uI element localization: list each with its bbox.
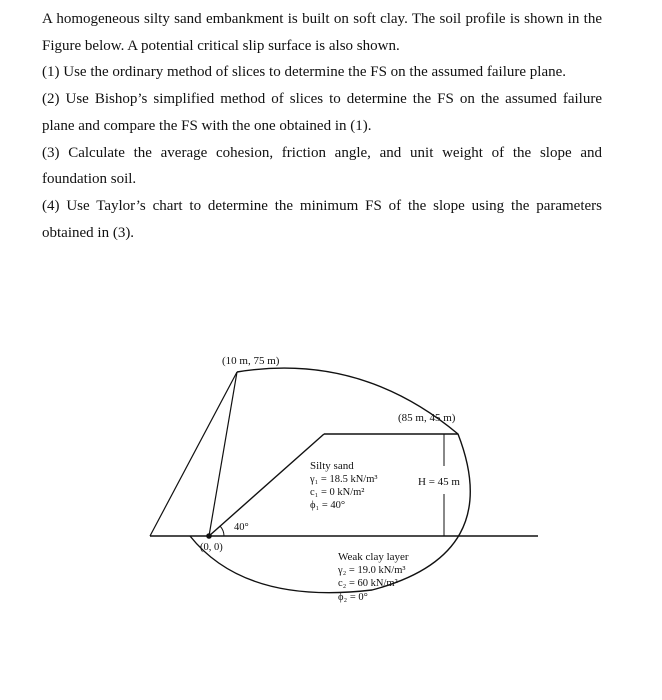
question-1: (1) Use the ordinary method of slices to determine the FS on the assumed failure plane.	[42, 64, 567, 81]
point-crest-label: (85 m, 45 m)	[398, 412, 456, 424]
origin-point	[206, 533, 212, 539]
layer1-name: Silty sand	[310, 460, 354, 472]
problem-intro: A homogeneous silty sand embankment is built on soft clay. The soil profile is shown in the Figure below. A potential critical slip surface is also shown.	[42, 11, 602, 54]
layer2-gamma: γ₂ = 19.0 kN/m³	[338, 565, 406, 576]
question-3: (3) Calculate the average cohesion, friction angle, and unit weight of the slope and foundation soil.	[42, 144, 602, 188]
origin-label: (0, 0)	[200, 542, 223, 553]
angle-arc	[220, 526, 224, 536]
radius-line-right	[209, 372, 237, 536]
point-top-label: (10 m, 75 m)	[222, 355, 280, 367]
angle-label: 40°	[234, 522, 249, 533]
layer1-friction-angle: ϕ₁ = 40°	[310, 500, 346, 511]
layer2-friction-angle: ϕ₂ = 0°	[338, 592, 368, 603]
layer2-cohesion: c₂ = 60 kN/m²	[338, 578, 398, 589]
question-4: (4) Use Taylor’s chart to determine the minimum FS of the slope using the parameters obtained in (3).	[42, 197, 602, 241]
question-2: (2) Use Bishop’s simplified method of slices to determine the FS on the assumed failure plane and compare the FS with the one obtained in (1).	[42, 91, 602, 134]
layer1-gamma: γ₁ = 18.5 kN/m³	[310, 474, 378, 485]
layer2-name: Weak clay layer	[338, 551, 409, 563]
layer1-cohesion: c₁ = 0 kN/m²	[310, 487, 365, 498]
radius-line-left	[150, 372, 237, 536]
height-label: H = 45 m	[418, 476, 460, 488]
slope-face	[209, 434, 324, 536]
